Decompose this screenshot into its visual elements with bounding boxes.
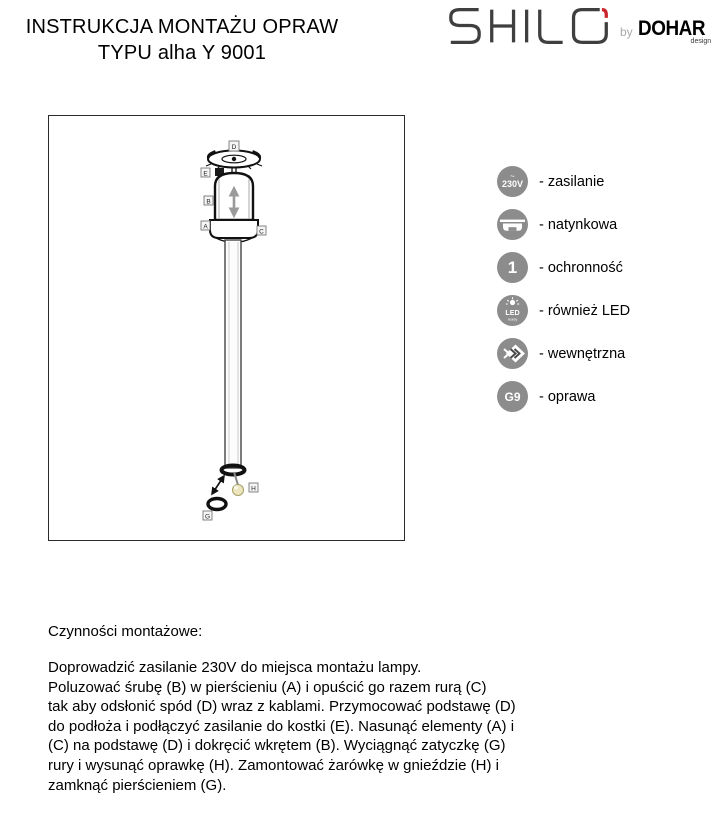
part-label-ring: A (203, 223, 208, 231)
tilde-glyph: ~ (510, 172, 515, 181)
led-text: LED (505, 308, 520, 317)
spec-label-socket: - oprawa (539, 388, 596, 405)
page-title (14, 14, 350, 66)
instruction-line: rury i wysunąć oprawkę (H). Zamontować żarówkę w gnieździe (H) i (48, 756, 499, 774)
spec-row-protection (497, 252, 630, 283)
part-label-tube: C (259, 228, 264, 236)
indoor-use-icon (497, 338, 528, 369)
tube-end-ring-drawing (222, 466, 245, 475)
spec-row-socket (497, 381, 630, 412)
spec-label-indoor: - wewnętrzna (539, 345, 626, 362)
spec-label-power: - zasilanie (539, 173, 605, 190)
ring-drawing (215, 173, 253, 220)
spec-row-indoor (497, 338, 630, 369)
spec-row-power (497, 166, 630, 197)
collar-drawing (210, 220, 258, 243)
tube-drawing (225, 240, 241, 468)
surface-mount-icon (497, 209, 528, 240)
logo-maker-name: DOHAR (637, 17, 705, 40)
instruction-line: tak aby odsłonić spód (D) wraz z kablami. Przymocować podstawę (D) (48, 698, 516, 716)
lamp-assembly-drawing (49, 116, 403, 539)
instruction-line: do podłoża i podłączyć zasilanie do kostki (E). Nasunąć elementy (A) i (48, 717, 515, 735)
instruction-line: (C) na podstawę (D) i dokręcić wkrętem (B). Wyciągnąć zatyczkę (G) (48, 737, 506, 755)
part-label-plug-ring: G (204, 513, 211, 521)
spec-label-protection: - ochronność (539, 259, 623, 276)
class-number: 1 (507, 257, 518, 277)
logo-maker (638, 17, 712, 45)
protection-class-icon (497, 252, 528, 283)
page-title-line2: TYPU alha Y 9001 (97, 42, 267, 64)
instruction-line: Doprowadzić zasilanie 230V do miejsca montażu lampy. (48, 659, 422, 676)
assembly-instructions (48, 622, 608, 795)
part-label-socket: H (251, 485, 256, 493)
spec-label-mounting: - natynkowa (539, 216, 618, 233)
led-ready-icon (497, 295, 528, 326)
shilo-logo-icon (449, 8, 613, 44)
instruction-line: zamknąć pierścieniem (G). (48, 776, 227, 794)
page-title-line1: INSTRUKCJA MONTAŻU OPRAW (25, 16, 339, 38)
instructions-heading: Czynności montażowe: (48, 623, 203, 640)
pull-out-arrow (212, 476, 224, 494)
part-label-canopy: D (231, 144, 237, 151)
spec-icon-list (497, 166, 630, 424)
spec-row-mounting (497, 209, 630, 240)
part-label-terminal: E (203, 170, 208, 178)
g9-text: G9 (504, 389, 521, 404)
power-230v-icon (497, 166, 528, 197)
spec-label-led: - również LED (539, 302, 631, 319)
logo-by-text: by (620, 25, 633, 39)
brand-logo (449, 8, 712, 45)
canopy-drawing (206, 151, 262, 170)
led-ready-text: ready (507, 317, 518, 322)
g9-socket-icon (497, 381, 528, 412)
part-label-screw: B (206, 198, 211, 206)
logo-maker-sub: design (690, 38, 712, 45)
voltage-text: 230V (501, 179, 524, 189)
instruction-line: Poluzować śrubę (B) w pierścieniu (A) i opuścić go razem rurą (C) (48, 678, 487, 696)
diagram-panel (48, 115, 405, 541)
spec-row-led (497, 295, 630, 326)
plug-ring-drawing (208, 499, 226, 510)
